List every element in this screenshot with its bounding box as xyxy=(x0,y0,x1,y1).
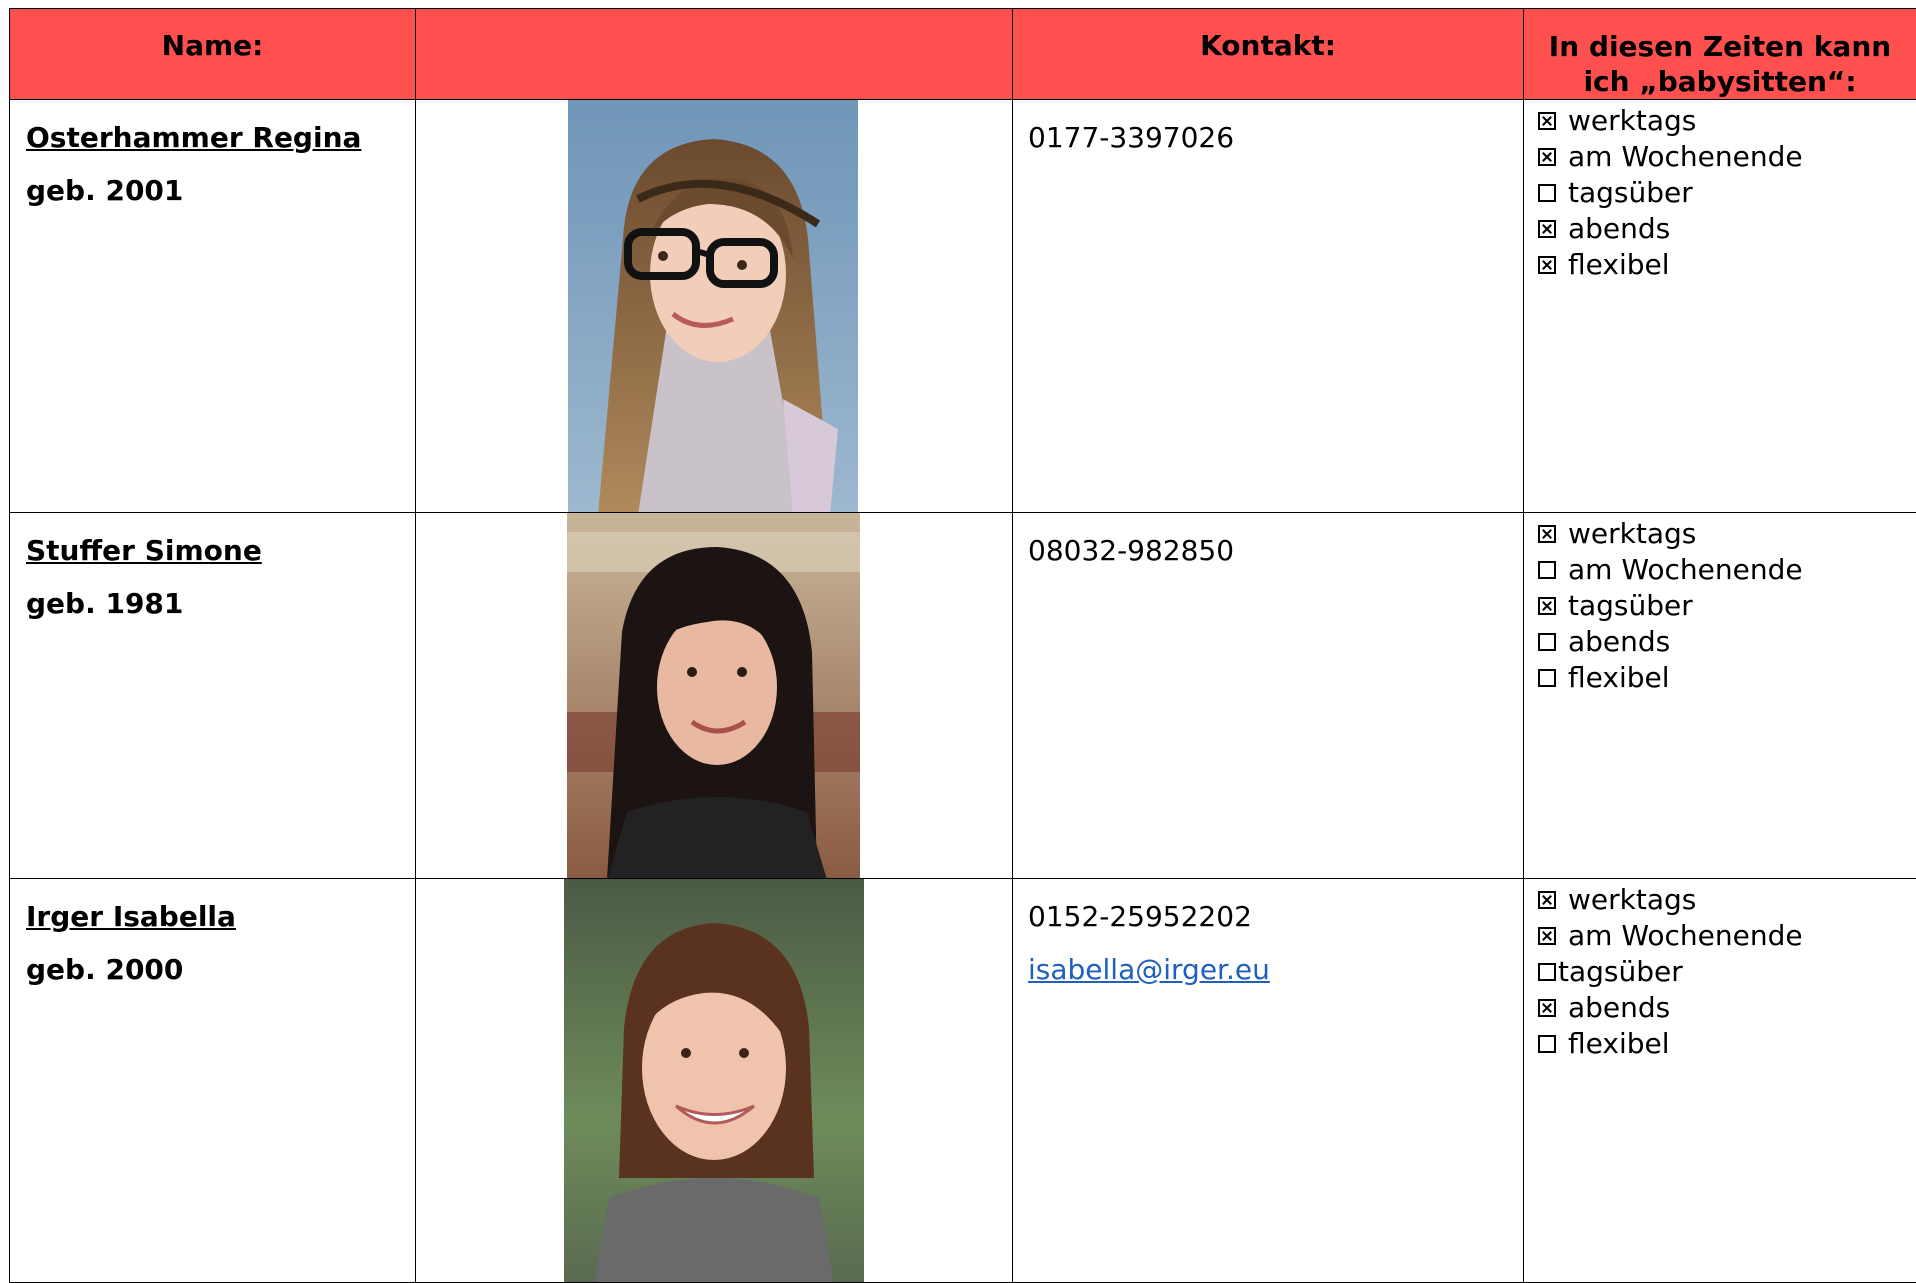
person-birth-year: geb. 2000 xyxy=(26,953,415,987)
photo-cell xyxy=(416,100,1013,513)
checked-box-icon xyxy=(1538,220,1556,238)
empty-box-icon xyxy=(1538,561,1556,579)
checked-box-icon xyxy=(1538,927,1556,945)
email-link[interactable]: isabella@irger.eu xyxy=(1028,953,1523,987)
option-label: tagsüber xyxy=(1558,954,1683,990)
table-row xyxy=(10,513,1916,879)
babysitter-list xyxy=(9,8,1916,1278)
babysitter-table xyxy=(9,8,1916,1283)
option-label: am Wochenende xyxy=(1568,918,1803,954)
portrait-photo xyxy=(567,513,860,879)
empty-box-icon xyxy=(1538,184,1556,202)
contact-cell xyxy=(1013,513,1524,879)
availability-option xyxy=(1538,175,1916,211)
availability-cell xyxy=(1524,513,1916,879)
option-label: abends xyxy=(1568,990,1670,1026)
header-name xyxy=(10,9,416,100)
checked-box-icon xyxy=(1538,148,1556,166)
availability-option xyxy=(1538,1026,1916,1062)
option-label: am Wochenende xyxy=(1568,139,1803,175)
option-label: flexibel xyxy=(1568,660,1670,696)
person-name: Irger Isabella xyxy=(26,900,415,934)
option-label: flexibel xyxy=(1568,1026,1670,1062)
phone-number: 0152-25952202 xyxy=(1028,900,1523,934)
header-times-line1: In diesen Zeiten kann xyxy=(1549,30,1891,63)
option-label: werktags xyxy=(1568,516,1696,552)
availability-option xyxy=(1538,624,1916,660)
option-label: werktags xyxy=(1568,882,1696,918)
name-cell xyxy=(10,100,416,513)
person-name: Stuffer Simone xyxy=(26,534,415,568)
availability-option xyxy=(1538,954,1916,990)
photo-cell xyxy=(416,513,1013,879)
header-times-label xyxy=(1524,9,1916,99)
header-contact-label: Kontakt: xyxy=(1013,9,1523,63)
name-cell xyxy=(10,513,416,879)
person-name: Osterhammer Regina xyxy=(26,121,415,155)
header-times-line2: ich „babysitten“: xyxy=(1583,65,1856,98)
option-label: tagsüber xyxy=(1568,175,1693,211)
header-photo xyxy=(416,9,1013,100)
empty-box-icon xyxy=(1538,963,1556,981)
empty-box-icon xyxy=(1538,633,1556,651)
availability-option xyxy=(1538,990,1916,1026)
checked-box-icon xyxy=(1538,891,1556,909)
empty-box-icon xyxy=(1538,669,1556,687)
checked-box-icon xyxy=(1538,999,1556,1017)
availability-option xyxy=(1538,247,1916,283)
option-label: am Wochenende xyxy=(1568,552,1803,588)
header-times xyxy=(1524,9,1916,100)
checked-box-icon xyxy=(1538,597,1556,615)
availability-option xyxy=(1538,660,1916,696)
header-name-label: Name: xyxy=(10,9,415,63)
availability-option xyxy=(1538,516,1916,552)
header-photo-label xyxy=(416,9,1012,29)
option-label: abends xyxy=(1568,624,1670,660)
option-label: tagsüber xyxy=(1568,588,1693,624)
checked-box-icon xyxy=(1538,112,1556,130)
name-cell xyxy=(10,879,416,1283)
option-label: werktags xyxy=(1568,103,1696,139)
table-header-row xyxy=(10,9,1916,100)
header-contact xyxy=(1013,9,1524,100)
option-label: flexibel xyxy=(1568,247,1670,283)
option-label: abends xyxy=(1568,211,1670,247)
contact-cell xyxy=(1013,100,1524,513)
availability-option xyxy=(1538,918,1916,954)
phone-number: 0177-3397026 xyxy=(1028,121,1523,155)
checked-box-icon xyxy=(1538,256,1556,274)
checked-box-icon xyxy=(1538,525,1556,543)
availability-option xyxy=(1538,882,1916,918)
table-row xyxy=(10,100,1916,513)
person-birth-year: geb. 2001 xyxy=(26,174,415,208)
availability-option xyxy=(1538,552,1916,588)
portrait-photo xyxy=(568,100,858,513)
availability-option xyxy=(1538,103,1916,139)
portrait-photo xyxy=(564,879,864,1283)
availability-option xyxy=(1538,139,1916,175)
empty-box-icon xyxy=(1538,1035,1556,1053)
contact-cell xyxy=(1013,879,1524,1283)
photo-cell xyxy=(416,879,1013,1283)
availability-cell xyxy=(1524,879,1916,1283)
table-row xyxy=(10,879,1916,1283)
availability-cell xyxy=(1524,100,1916,513)
phone-number: 08032-982850 xyxy=(1028,534,1523,568)
person-birth-year: geb. 1981 xyxy=(26,587,415,621)
availability-option xyxy=(1538,588,1916,624)
availability-option xyxy=(1538,211,1916,247)
